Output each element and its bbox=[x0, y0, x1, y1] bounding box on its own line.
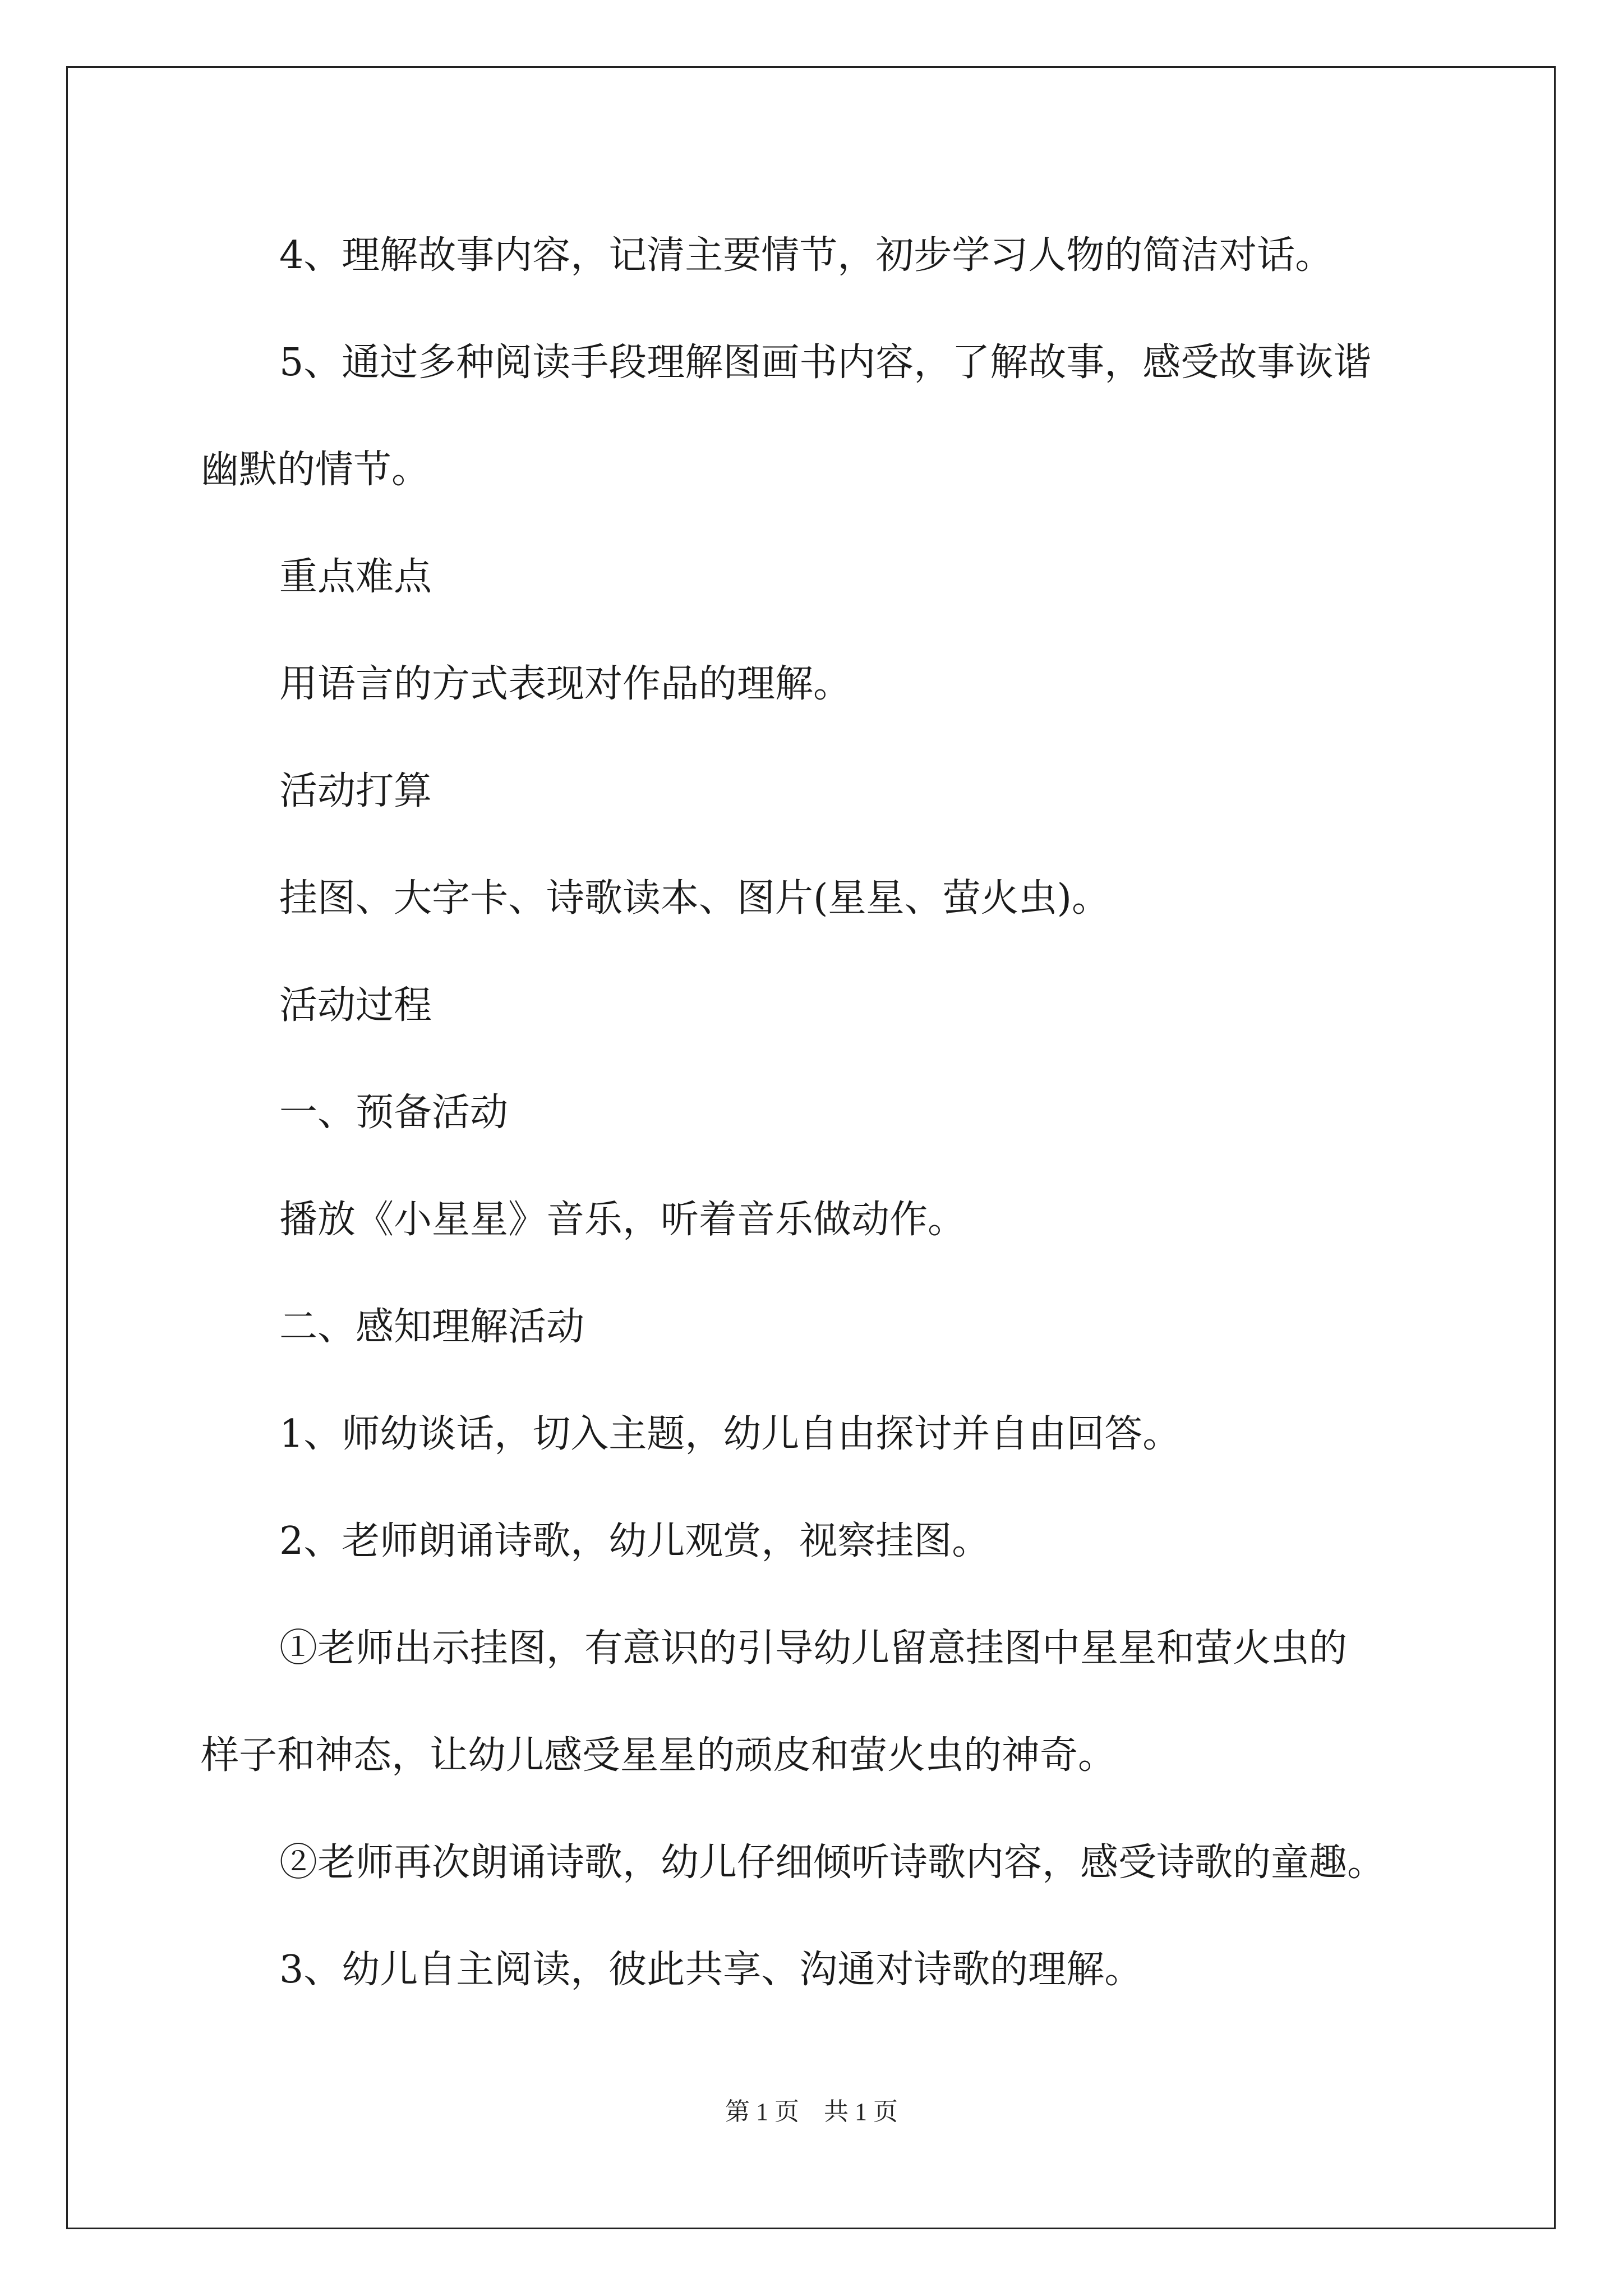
heading-key-points: 重点难点 bbox=[279, 555, 432, 599]
heading-process: 活动过程 bbox=[279, 983, 432, 1028]
paragraph-sub-item-1-line2: 样子和神态，让幼儿感受星星的顽皮和萤火虫的神奇。 bbox=[201, 1733, 1117, 1778]
heading-preparation: 活动打算 bbox=[279, 769, 432, 813]
paragraph-step-2-item-3: 3、幼儿自主阅读，彼此共享、沟通对诗歌的理解。 bbox=[279, 1948, 1143, 1992]
paragraph-step-2-item-1: 1、师幼谈话，切入主题，幼儿自由探讨并自由回答。 bbox=[279, 1412, 1181, 1456]
document-body bbox=[201, 202, 1457, 2023]
paragraph-objective-5-line1: 5、通过多种阅读手段理解图画书内容，了解故事，感受故事诙谐 bbox=[279, 341, 1372, 385]
paragraph-key-points: 用语言的方式表现对作品的理解。 bbox=[279, 662, 852, 706]
paragraph-objective-5-line2: 幽默的情节。 bbox=[201, 448, 430, 492]
heading-step-2: 二、感知理解活动 bbox=[279, 1305, 585, 1349]
paragraph-sub-item-2: ②老师再次朗诵诗歌，幼儿仔细倾听诗歌内容，感受诗歌的童趣。 bbox=[279, 1841, 1386, 1885]
paragraph-step-2-item-2: 2、老师朗诵诗歌，幼儿观赏，视察挂图。 bbox=[279, 1519, 990, 1563]
paragraph-sub-item-1-line1: ①老师出示挂图，有意识的引导幼儿留意挂图中星星和萤火虫的 bbox=[279, 1626, 1348, 1671]
page-footer: 第 1 页 共 1 页 bbox=[725, 2098, 898, 2125]
paragraph-step-1: 播放《小星星》音乐，听着音乐做动作。 bbox=[279, 1198, 966, 1242]
paragraph-objective-4: 4、理解故事内容，记清主要情节，初步学习人物的简洁对话。 bbox=[279, 233, 1334, 278]
paragraph-preparation: 挂图、大字卡、诗歌读本、图片(星星、萤火虫)。 bbox=[279, 876, 1110, 921]
heading-step-1: 一、预备活动 bbox=[279, 1091, 509, 1135]
